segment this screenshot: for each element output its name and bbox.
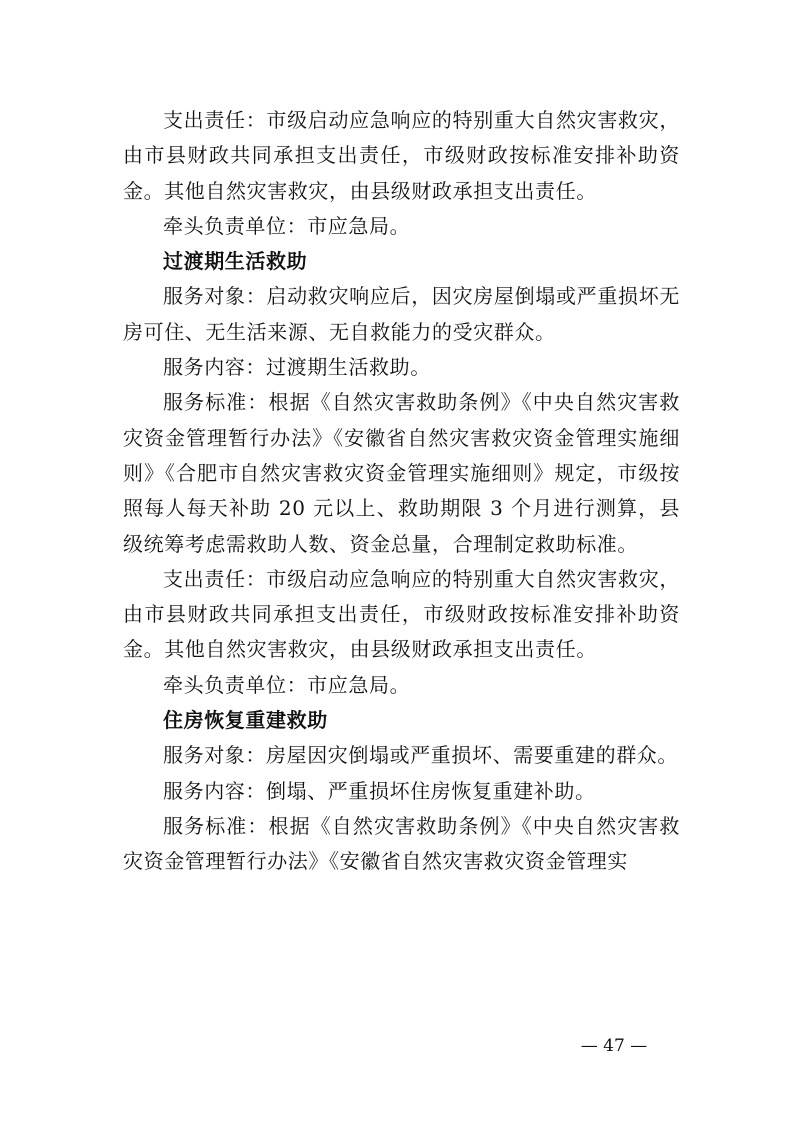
paragraph-service-target: 服务对象：启动救灾响应后，因灾房屋倒塌或严重损坏无房可住、无生活来源、无自救能力的受灾群众。 bbox=[123, 284, 680, 344]
paragraph-service-content: 服务内容：过渡期生活救助。 bbox=[163, 355, 431, 380]
paragraph-expenditure-responsibility: 支出责任：市级启动应急响应的特别重大自然灾害救灾，由市县财政共同承担支出责任，市级财政按标准安排补助资金。其他自然灾害救灾，由县级财政承担支出责任。 bbox=[123, 566, 680, 662]
page-number: — 47 — bbox=[580, 1036, 648, 1056]
paragraph-lead-unit: 牵头负责单位：市应急局。 bbox=[163, 672, 411, 697]
paragraph-lead-unit: 牵头负责单位：市应急局。 bbox=[163, 213, 411, 238]
paragraph-service-content: 服务内容：倒塌、严重损坏住房恢复重建补助。 bbox=[163, 778, 596, 803]
body-text bbox=[123, 103, 680, 880]
paragraph-service-standard: 服务标准：根据《自然灾害救助条例》《中央自然灾害救灾资金管理暂行办法》《安徽省自然灾害救灾资金管理实 bbox=[123, 813, 680, 874]
section-heading-housing-reconstruction: 住房恢复重建救助 bbox=[163, 708, 328, 733]
section-heading-transition-relief: 过渡期生活救助 bbox=[163, 249, 308, 274]
paragraph-service-standard: 服务标准：根据《自然灾害救助条例》《中央自然灾害救灾资金管理暂行办法》《安徽省自然灾害救灾资金管理实施细则》《合肥市自然灾害救灾资金管理实施细则》规定，市级按照每人每天补助 20 元以上、救助期限 3 个月进行测算，县级统筹考虑需救助人数、资金总量，合理制定救助标准。 bbox=[123, 390, 680, 556]
paragraph-service-target: 服务对象：房屋因灾倒塌或严重损坏、需要重建的群众。 bbox=[163, 743, 678, 768]
paragraph-expenditure-responsibility: 支出责任：市级启动应急响应的特别重大自然灾害救灾，由市县财政共同承担支出责任，市级财政按标准安排补助资金。其他自然灾害救灾，由县级财政承担支出责任。 bbox=[123, 108, 680, 203]
